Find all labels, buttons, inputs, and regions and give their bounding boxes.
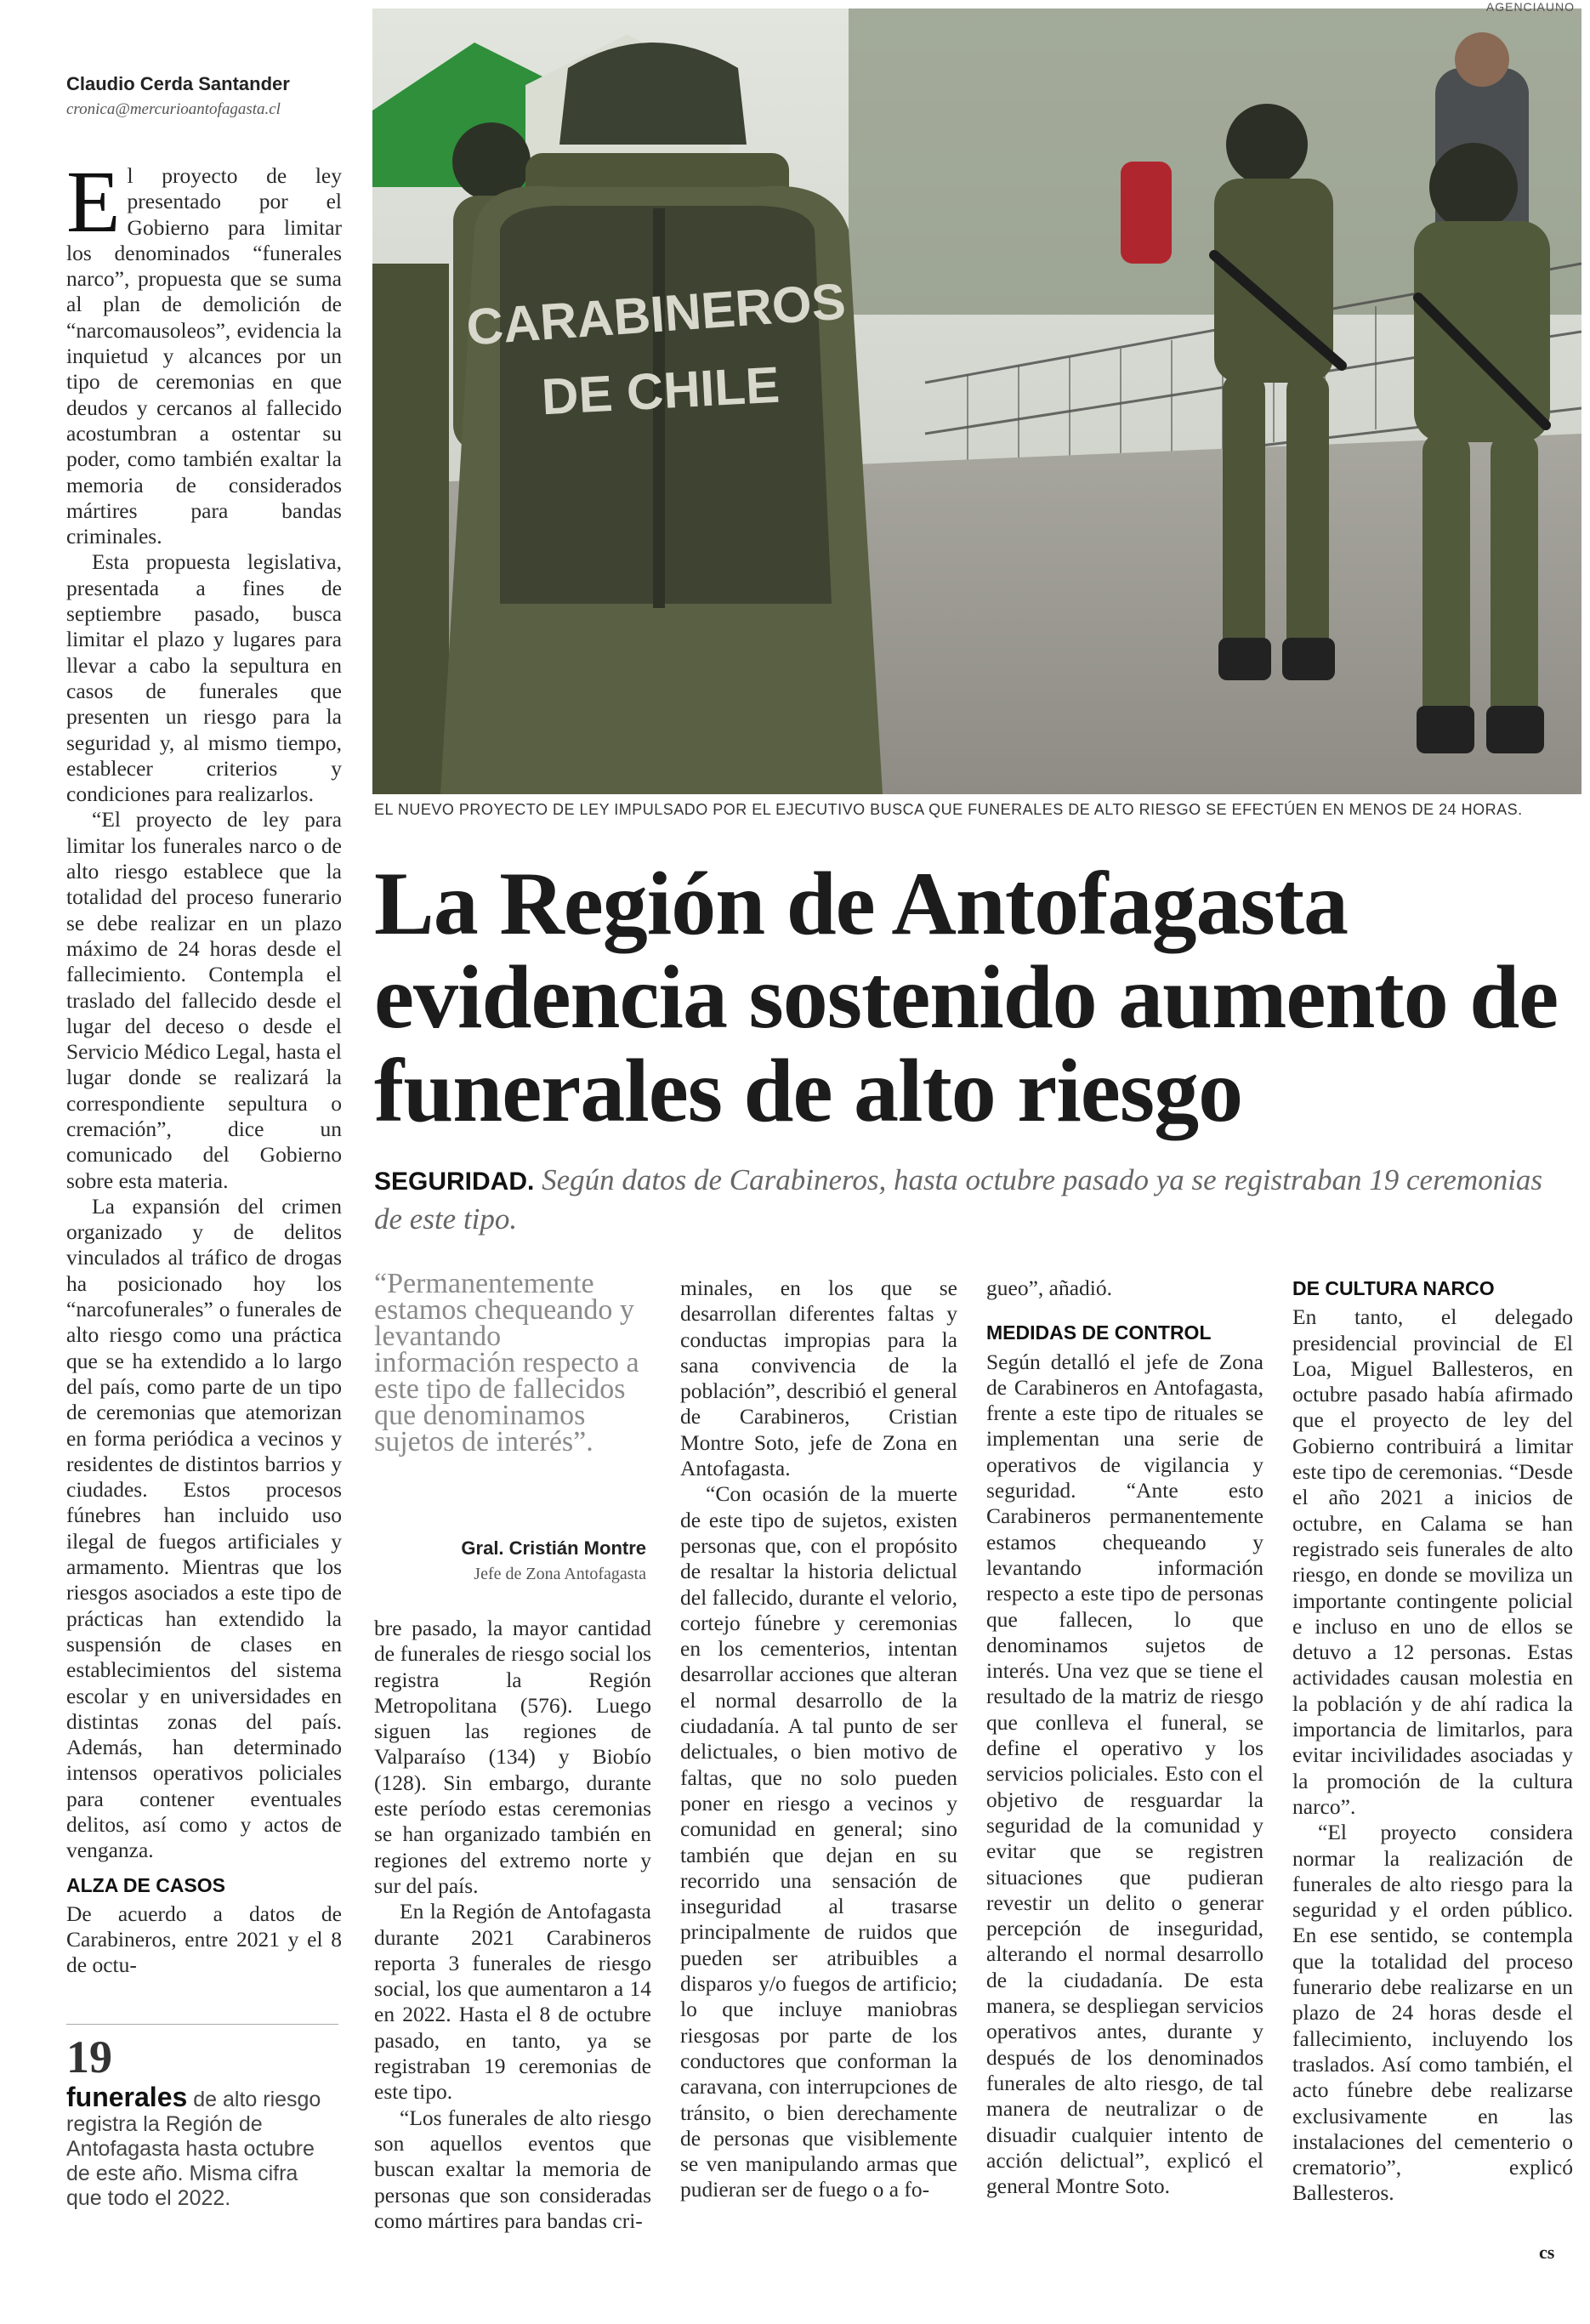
drop-cap: E	[66, 153, 121, 251]
stat-divider	[66, 2024, 338, 2025]
deck-text: Según datos de Carabineros, hasta octubre pasado ya se registraban 19 ceremonias de este tipo.	[374, 1163, 1543, 1236]
end-mark: cs	[1539, 2242, 1555, 2263]
subhead-de-cultura-narco: DE CULTURA NARCO	[1292, 1277, 1495, 1299]
police-photo-illustration	[372, 9, 1581, 794]
col2-paragraph-2: En la Región de Antofagasta durante 2021 Carabineros reporta 3 funerales de riesgo social, los que aumentaron a 14 en 2022. Hasta el 8 de octubre pasado, en tanto, ya se registraban 19 ceremonias de este tipo.	[374, 1899, 651, 2105]
column-3	[680, 1276, 957, 2203]
byline	[66, 73, 338, 119]
col4-paragraph-0: gueo”, añadió.	[986, 1276, 1112, 1300]
stat-bold: funerales	[66, 2082, 188, 2112]
col1-paragraph-4: La expansión del crimen organizado y de delitos vinculados al tráfico de drogas ha posicionado hoy los “narcofunerales” o funerales de alto riesgo como una práctica que se ha extendido a lo largo del país, como parte de un tipo de ceremonias que atemorizan en forma periódica a vecinos y residentes de distintos barrios y ciudades. Estos procesos fúnebres han incluido uso ilegal de fuegos artificiales y armamento. Mientras que los riesgos asociados a este tipo de prácticas han extendido la suspensión de clases en establecimientos del sistema escolar y en universidades en distintas zonas del país. Además, han determinado intensos operativos policiales para contener eventuales delitos, así como y actos de venganza.	[66, 1193, 342, 1863]
subhead-alza-de-casos: ALZA DE CASOS	[66, 1873, 225, 1896]
col2-paragraph-3: “Los funerales de alto riesgo son aquellos eventos que buscan exaltar la memoria de personas que son consideradas como mártires para bandas cri-	[374, 2105, 651, 2233]
news-photo	[372, 9, 1581, 794]
col1-paragraph-1: l proyecto de ley presentado por el Gobierno para limitar los denominados “funerales narco”, propuesta que se suma al plan de demolición de “narcomausoleos”, evidencia la inquietud y alcances por un tipo de ceremonias en que deudos y cercanos al fallecido acostumbran a ostentar su poder, como también exaltar la memoria de considerados mártires para bandas criminales.	[66, 163, 342, 549]
author-email[interactable]: cronica@mercurioantofagasta.cl	[66, 100, 281, 118]
deck-kicker: SEGURIDAD.	[374, 1168, 535, 1196]
stat-number: 19	[66, 2031, 112, 2083]
photo-caption: EL NUEVO PROYECTO DE LEY IMPULSADO POR EL EJECUTIVO BUSCA QUE FUNERALES DE ALTO RIESGO SE EFECTÚEN EN MENOS DE 24 HORAS.	[374, 801, 1523, 818]
col2-paragraph-1: bre pasado, la mayor cantidad de funerales de riesgo social los registra la Región Metropolitana (576). Luego siguen las regiones de Valparaíso (134) y Biobío (128). Sin embargo, durante este período estas ceremonias se han organizado también en regiones del extremo norte y sur del país.	[374, 1616, 651, 1898]
column-4	[986, 1276, 1263, 2199]
column-5	[1292, 1276, 1573, 2207]
stat-text: de alto riesgo registra la Región de Antofagasta hasta octubre de este año. Misma cifra que todo el 2022.	[66, 2088, 321, 2210]
vest-text-line1: CARABINEROS	[464, 272, 848, 356]
vest-text-line2: DE CHILE	[540, 355, 781, 426]
deck	[374, 1162, 1573, 1238]
author-name: Claudio Cerda Santander	[66, 73, 290, 94]
quote-name: Gral. Cristián Montre	[461, 1537, 646, 1559]
col1-paragraph-5: De acuerdo a datos de Carabineros, entre 2021 y el 8 de octu-	[66, 1901, 342, 1978]
col5-paragraph-2: “El proyecto considera normar la realización de funerales de alto riesgo para la seguridad y el orden público. En ese sentido, se contempla que la totalidad del proceso funerario debe realizarse en un plazo de 24 horas desde el fallecimiento, incluyendo los traslados. Así como también, el acto fúnebre debe realizarse exclusivamente en las instalaciones del cementerio o crematorio”, explicó Ballesteros.	[1292, 1820, 1573, 2206]
column-2	[374, 1616, 651, 2234]
col3-paragraph-1: minales, en los que se desarrollan diferentes faltas y conductas impropias para la sana convivencia de la población”, describió el general de Carabineros, Cristian Montre Soto, jefe de Zona en Antofagasta.	[680, 1276, 957, 1481]
col5-paragraph-1: En tanto, el delegado presidencial provincial de El Loa, Miguel Ballesteros, en octubre pasado había afirmado que el proyecto de ley del Gobierno contribuirá a limitar este tipo de ceremonias. “Desde el año 2021 a inicios de octubre, en Calama se han registrado seis funerales de alto riesgo, en donde se moviliza un importante contingente policial e incluso en uno de ellos se detuvo a 12 personas. Estas actividades causan molestia en la población y de ahí radica la importancia de limitarlos, para evitar incivilidades asociadas y la promoción de la cultura narco”.	[1292, 1304, 1573, 1819]
pull-quote: “Permanentemente estamos chequeando y levantando información respecto a este tipo de fallecidos que denominamos sujetos de interés”.	[374, 1268, 639, 1457]
subhead-medidas-de-control: MEDIDAS DE CONTROL	[986, 1321, 1212, 1344]
photo-credit: AGENCIAUNO	[1485, 0, 1575, 14]
quote-role: Jefe de Zona Antofagasta	[474, 1565, 646, 1583]
col4-paragraph-1: Según detalló el jefe de Zona de Carabineros en Antofagasta, frente a este tipo de rituales se implementan una serie de operativos de vigilancia y seguridad. “Ante esto Carabineros permanentemente estamos chequeando y levantando información respecto a este tipo de personas que fallecen, lo que denominamos sujetos de interés. Una vez que se tiene el resultado de la matriz de riesgo que conlleva el funeral, se define el operativo y los servicios policiales. Esto con el objetivo de resguardar la seguridad de la comunidad y evitar que se registren situaciones que pudieran revestir un delito o generar percepción de inseguridad, alterando el normal desarrollo de la ciudadanía. De esta manera, se despliegan servicios operativos antes, durante y después de los denominados funerales de alto riesgo, de tal manera de neutralizar o de disuadir cualquier intento de acción delictual”, explicó el general Montre Soto.	[986, 1349, 1263, 2199]
col1-paragraph-2: Esta propuesta legislativa, presentada a fines de septiembre pasado, busca limitar el plazo y lugares para llevar a cabo la sepultura en casos de funerales que presenten un riesgo para la seguridad y, al mismo tiempo, establecer criterios y condiciones para realizarlos.	[66, 549, 342, 807]
col3-paragraph-2: “Con ocasión de la muerte de este tipo de sujetos, existen personas que, con el propósito de resaltar la historia delictual del fallecido, durante el velorio, cortejo fúnebre y ceremonias en los cementerios, intentan desarrollar acciones que alteran el normal desarrollo de la ciudadanía. A tal punto de ser delictuales, o bien motivo de faltas, que no solo pueden poner en riesgo a vecinos y comunidad en general; sino también que dejan en su recorrido una sensación de inseguridad al trasarse principalmente de ruidos que pueden ser atribuibles a disparos y/o fuegos de artificio; lo que incluye maniobras riesgosas por parte de los conductores que conforman la caravana, con interrupciones de tránsito, o bien derechamente de personas que visiblemente se ven manipulando armas que pudieran ser de fuego o a fo-	[680, 1481, 957, 2202]
headline: La Región de Antofagasta evidencia sostenido aumento de funerales de alto riesgo	[374, 854, 1559, 1140]
stat-box	[66, 2082, 338, 2211]
col1-paragraph-3: “El proyecto de ley para limitar los funerales narco o de alto riesgo establece que la totalidad del proceso funerario se debe realizar en un plazo máximo de 24 horas desde el fallecimiento. Contempla el traslado del fallecido desde el lugar del deceso o desde el Servicio Médico Legal, hasta el lugar donde se realizará la correspondiente sepultura o cremación”, dice un comunicado del Gobierno sobre esta materia.	[66, 807, 342, 1193]
column-1	[66, 153, 342, 1979]
